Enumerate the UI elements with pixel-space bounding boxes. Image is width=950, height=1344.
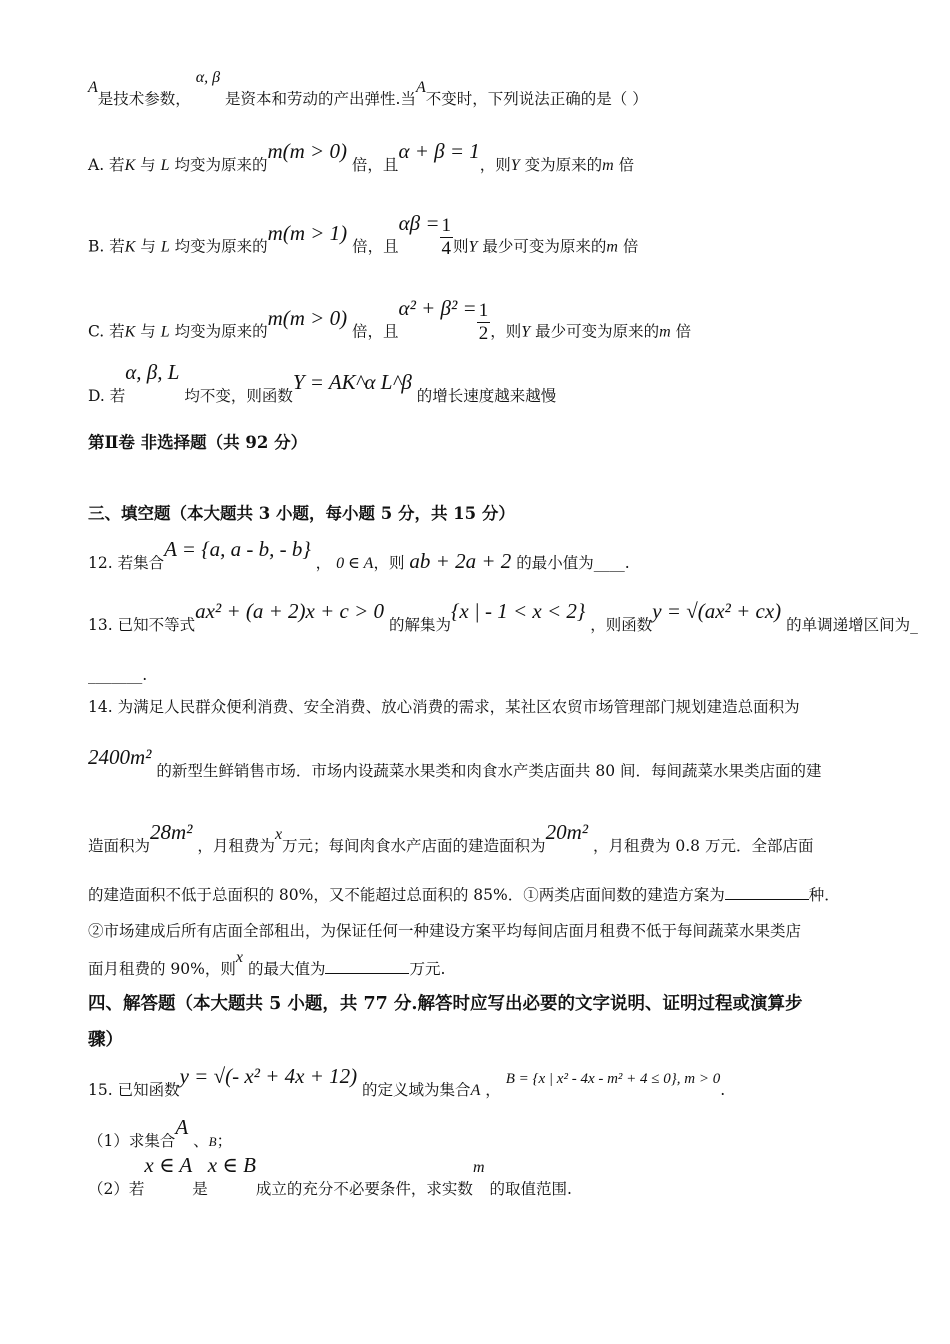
question-13: 13. 已知不等式ax² + (a + 2)x + c > 0 的解集为{x | - 1 < x < 2} ，则函数y = √(ax² + cx) 的单调递增区间为_ xyxy=(88,599,918,634)
section-title-answer: 四、解答题（本大题共 5 小题，共 77 分.解答时应写出必要的文字说明、证明过程或演算步 xyxy=(88,994,803,1014)
section-title-answer-continued: 骤） xyxy=(88,1030,123,1050)
math-x: x xyxy=(274,826,283,843)
question-intro: A是技术参数， α, β 是资本和劳动的产出弹性.当A不变时，下列说法正确的是（ ） xyxy=(88,69,648,108)
answer-blank[interactable] xyxy=(325,959,409,974)
math-m-condition: m(m > 1) xyxy=(267,220,348,245)
section-title-fill-in: 三、填空题（本大题共 3 小题，每小题 5 分，共 15 分） xyxy=(88,504,515,523)
question-15-part-1: （1）求集合A 、B； xyxy=(88,1115,233,1150)
math-zero-in-a: 0 ∈ A xyxy=(336,555,374,572)
option-c: C. 若K 与 L 均变为原来的m(m > 0) 倍，且α² + β² = $\frac{1}{2}$ ，则Y 最少可变为原来的m 倍 xyxy=(88,295,692,344)
question-13-continued: _______. xyxy=(88,666,148,684)
math-cobb-douglas: Y = AK^α L^β xyxy=(292,370,412,394)
question-14-line-4: 的建造面积不低于总面积的 80%，又不能超过总面积的 85%．①两类店面间数的建造方案为 种． xyxy=(88,886,840,904)
question-14-line-1: 14. 为满足人民群众便利消费、安全消费、放心消费的需求，某社区农贸市场管理部门规划建造总面积为 xyxy=(88,698,800,716)
math-x-in-a: x ∈ A xyxy=(144,1153,193,1177)
math-sqrt-function: y = √(ax² + cx) xyxy=(652,599,782,623)
answer-blank[interactable] xyxy=(725,885,809,900)
math-set-b: B = {x | x² - 4x - m² + 4 ≤ 0}, m > 0 xyxy=(505,1071,721,1087)
fraction-one-half: $\frac{1}{2}$ xyxy=(478,300,489,344)
math-alpha-beta: α, β xyxy=(195,69,221,86)
option-d: D. 若α, β, L 均不变，则函数Y = AK^α L^β 的增长速度越来越慢 xyxy=(88,360,557,405)
fraction-one-quarter: $\frac{1}{4}$ xyxy=(441,215,452,259)
math-total-area: 2400m² xyxy=(88,745,152,769)
math-x-in-b: x ∈ B xyxy=(207,1153,256,1177)
math-alpha-beta-product: αβ = xyxy=(398,210,440,235)
section-title-part-2: 第Ⅱ卷 非选择题（共 92 分） xyxy=(88,433,308,452)
math-a: A xyxy=(88,79,98,96)
math-m-condition: m(m > 0) xyxy=(267,139,347,163)
question-15-part-2: （2）若x ∈ A是x ∈ B成立的充分不必要条件，求实数m 的取值范围. xyxy=(88,1153,572,1198)
math-a: A xyxy=(415,79,426,96)
math-alpha-beta-l: α, β, L xyxy=(125,360,180,384)
math-sqrt-function: y = √(- x² + 4x + 12) xyxy=(179,1064,358,1088)
question-14-line-6: 面月租费的 90%，则x 的最大值为 万元. xyxy=(88,949,446,978)
math-inequality: ax² + (a + 2)x + c > 0 xyxy=(195,599,385,623)
question-14-line-2: 2400m² 的新型生鲜销售市场．市场内设蔬菜水果类和肉食水产类店面共 80 间．每间蔬菜水果类店面的建 xyxy=(88,745,822,780)
question-14-line-5: ②市场建成后所有店面全部租出，为保证任何一种建设方案平均每间店面月租费不低于每间蔬菜水果类店 xyxy=(88,922,802,940)
math-alpha-plus-beta: α + β = 1 xyxy=(398,139,480,163)
math-x: x xyxy=(235,949,243,966)
question-12: 12. 若集合A = {a, a - b, - b} ， 0 ∈ A，则 ab + 2a + 2 的最小值为____. xyxy=(88,537,630,573)
math-expression: ab + 2a + 2 xyxy=(409,549,512,573)
option-b: B. 若K 与 L 均变为原来的m(m > 1) 倍，且αβ = $\frac{1}{4}$ 则Y 最少可变为原来的m 倍 xyxy=(88,210,639,259)
option-a: A. 若K 与 L 均变为原来的m(m > 0) 倍，且α + β = 1，则Y 变为原来的m 倍 xyxy=(88,139,635,174)
math-area-veg: 28m² xyxy=(150,820,193,844)
math-solution-set: {x | - 1 < x < 2} xyxy=(450,599,586,623)
math-sum-of-squares: α² + β² = xyxy=(398,295,477,320)
question-14-line-3: 造面积为28m² ，月租费为x万元；每间肉食水产店面的建造面积为20m² ，月租费为 0.8 万元．全部店面 xyxy=(88,820,814,855)
math-area-meat: 20m² xyxy=(545,820,589,844)
math-m-condition: m(m > 0) xyxy=(267,305,348,330)
question-15: 15. 已知函数y = √(- x² + 4x + 12) 的定义域为集合A ， B = {x | x² - 4x - m² + 4 ≤ 0}, m > 0. xyxy=(88,1064,726,1099)
math-set-a: A = {a, a - b, - b} xyxy=(164,537,311,561)
